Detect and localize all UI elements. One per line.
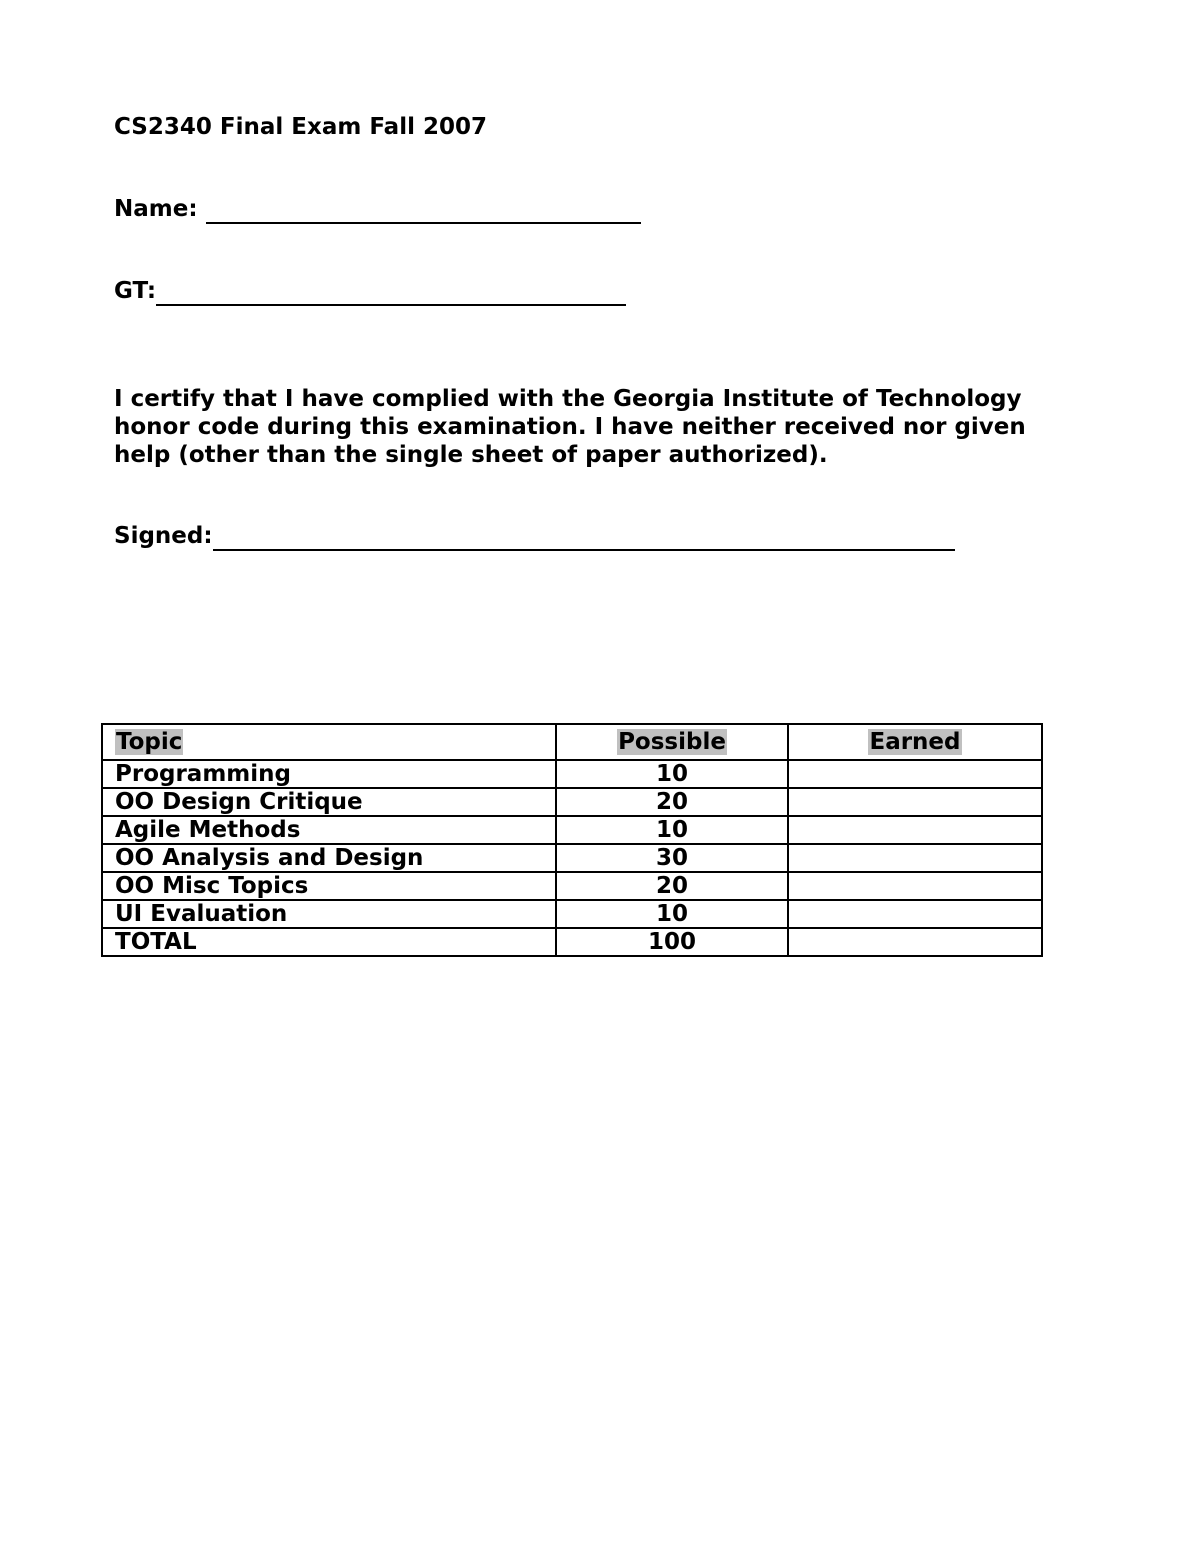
possible-cell: 10 — [556, 816, 788, 844]
table-row — [102, 872, 1042, 900]
signed-label: Signed: — [114, 523, 213, 549]
topic-cell: UI Evaluation — [102, 900, 556, 928]
topic-cell: Agile Methods — [102, 816, 556, 844]
table-row — [102, 900, 1042, 928]
topic-cell: OO Misc Topics — [102, 872, 556, 900]
topic-cell: OO Design Critique — [102, 788, 556, 816]
gt-blank-line[interactable] — [156, 280, 626, 306]
possible-cell: 10 — [556, 900, 788, 928]
earned-cell[interactable] — [788, 844, 1042, 872]
honor-code-line: help (other than the single sheet of paper authorized). — [114, 442, 828, 468]
earned-cell[interactable] — [788, 760, 1042, 788]
signature-blank-line[interactable] — [213, 525, 955, 551]
exam-title: CS2340 Final Exam Fall 2007 — [114, 114, 487, 140]
total-earned-cell[interactable] — [788, 928, 1042, 956]
earned-cell[interactable] — [788, 788, 1042, 816]
table-row-total — [102, 928, 1042, 956]
header-earned: Earned — [788, 724, 1042, 760]
table-row — [102, 844, 1042, 872]
topic-cell: Programming — [102, 760, 556, 788]
table-row — [102, 760, 1042, 788]
name-blank-line[interactable] — [206, 198, 641, 224]
possible-cell: 20 — [556, 788, 788, 816]
total-possible-cell: 100 — [556, 928, 788, 956]
table-row — [102, 816, 1042, 844]
name-label: Name: — [114, 196, 198, 222]
name-field — [114, 194, 641, 224]
possible-cell: 30 — [556, 844, 788, 872]
gt-label: GT: — [114, 278, 157, 304]
header-topic: Topic — [102, 724, 556, 760]
honor-code-line: honor code during this examination. I have neither received nor given — [114, 414, 1026, 440]
possible-cell: 20 — [556, 872, 788, 900]
honor-code-statement — [114, 385, 1094, 469]
gt-field — [114, 276, 626, 306]
topic-cell: OO Analysis and Design — [102, 844, 556, 872]
score-table — [101, 723, 1043, 957]
earned-cell[interactable] — [788, 900, 1042, 928]
signed-field — [114, 521, 955, 551]
possible-cell: 10 — [556, 760, 788, 788]
score-table-header-row — [102, 724, 1042, 760]
header-possible: Possible — [556, 724, 788, 760]
table-row — [102, 788, 1042, 816]
honor-code-line: I certify that I have complied with the Georgia Institute of Technology — [114, 386, 1022, 412]
total-label-cell: TOTAL — [102, 928, 556, 956]
earned-cell[interactable] — [788, 816, 1042, 844]
earned-cell[interactable] — [788, 872, 1042, 900]
